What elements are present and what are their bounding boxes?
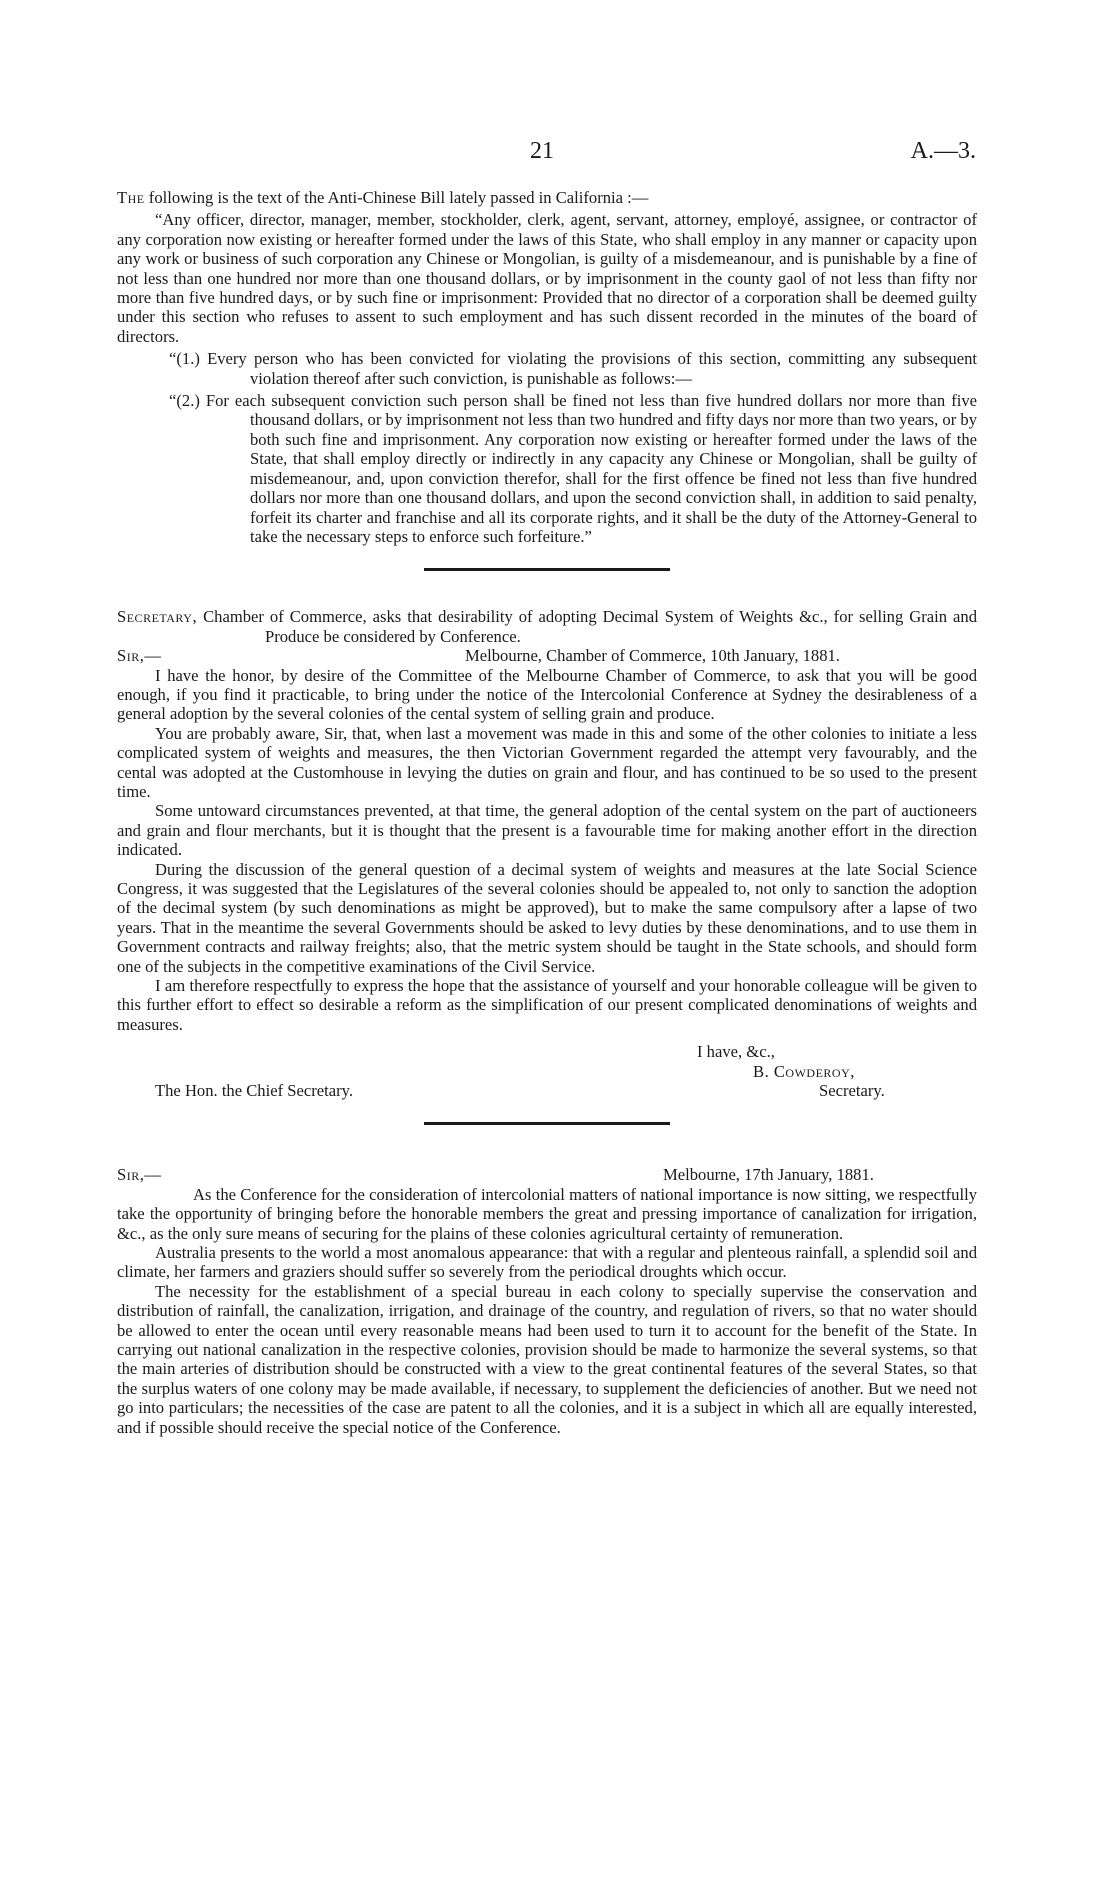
letter1-heading bbox=[117, 607, 977, 646]
letter2-paragraph: The necessity for the establishment of a special bureau in each colony to specially supervise the conservation and distribution of rainfall, the canalization, irrigation, and drainage of the country, and regulation of rivers, so that no water should be allowed to enter the ocean until every reasonable means had been used to turn it to account for the benefit of the State. In carrying out national canalization in the respective colonies, provision should be made to harmonize the several systems, so that the main arteries of distribution should be constructed with a view to the great continental features of the several States, so that the surplus waters of one colony may be made available, if necessary, to supplement the deficiencies of another. But we need not go into particulars; the necessities of the case are patent to all the colonies, and it is a subject in which all are equally interested, and if possible should receive the special notice of the Conference. bbox=[117, 1281, 977, 1437]
letter2-salutation-line bbox=[117, 1165, 977, 1184]
letter1-addressee-line bbox=[117, 1081, 977, 1100]
letter2-dateline: Melbourne, 17th January, 1881. bbox=[663, 1165, 874, 1185]
letter1-signatory-title: Secretary. bbox=[819, 1081, 885, 1101]
letter1-paragraph: I have the honor, by desire of the Committee of the Melbourne Chamber of Commerce, to ask that you will be good enough, if you find it practicable, to bring under the notice of the Intercolonial Conference at Sydney the desirableness of a general adoption by the several colonies of the cental system of selling grain and produce. bbox=[117, 665, 977, 724]
intro-text: following is the text of the Anti-Chinese Bill lately passed in California :— bbox=[144, 188, 649, 207]
letter1-signatory: B. Cowderoy, bbox=[753, 1061, 855, 1081]
bill-quote: “Any officer, director, manager, member, stockholder, clerk, agent, servant, attorney, employé, assignee, or contractor of any corporation now existing or hereafter formed under the laws of this State, who shall employ in any manner or capacity upon any work or business of such corporation any Chinese or Mongolian, is guilty of a misdemeanour, and is punishable by a fine of not less than one hundred nor more than one thousand dollars, or by imprisonment in the county gaol of not less than fifty nor more than five hundred days, or by such fine or imprisonment: Provided that no director of a corporation shall be deemed guilty under this section who refuses to assent to such employment and has such dissent recorded in the minutes of the board of directors. bbox=[117, 210, 977, 346]
section-divider bbox=[424, 568, 670, 571]
page-body bbox=[117, 188, 977, 1437]
letter1-paragraph: I am therefore respectfully to express the hope that the assistance of yourself and your honorable colleague will be given to this further effort to effect so desirable a reform as the simplification of our present complicated denominations of weights and measures. bbox=[117, 976, 977, 1034]
section-divider bbox=[424, 1122, 670, 1125]
letter1-paragraph: You are probably aware, Sir, that, when last a movement was made in this and some of the other colonies to initiate a less complicated system of weights and measures, the then Victorian Government regarded the attempt very favourably, and the cental was adopted at the Customhouse in levying the duties on grain and flour, and has continued to be so used to the present time. bbox=[117, 723, 977, 801]
intro-lead-word: The bbox=[117, 188, 145, 207]
heading-text: Chamber of Commerce, asks that desirability of adopting Decimal System of Weights &c., for selling Grain and Produce be considered by Conference. bbox=[197, 607, 977, 646]
letter1-paragraph: During the discussion of the general question of a decimal system of weights and measures at the late Social Science Congress, it was suggested that the Legislatures of the several colonies should be appealed to, not only to sanction the adoption of the decimal system (by such denominations as might be approved), but to make the same compulsory after a lapse of two years. That in the meantime the several Governments should be asked to levy duties by these denominations, and to use them in Government contracts and railway freights; also, that the metric system should be taught in the State schools, and should form one of the subjects in the competitive examinations of the Civil Service. bbox=[117, 859, 977, 976]
letter1-dateline: Melbourne, Chamber of Commerce, 10th January, 1881. bbox=[465, 646, 840, 666]
letter1-signatory-line bbox=[117, 1062, 977, 1081]
heading-lead-word: Secretary, bbox=[117, 607, 198, 627]
letter1-salutation-line bbox=[117, 646, 977, 665]
letter1-salutation: Sir,— bbox=[117, 646, 162, 666]
page-number: 21 bbox=[530, 138, 554, 164]
letter1-paragraph: Some untoward circumstances prevented, at that time, the general adoption of the cental system on the part of auctioneers and grain and flour merchants, but it is thought that the present is a favourable time for making another effort in the direction indicated. bbox=[117, 801, 977, 860]
bill-intro bbox=[117, 188, 977, 207]
letter1-closing: I have, &c., bbox=[697, 1042, 775, 1062]
bill-item-2: “(2.) For each subsequent conviction such person shall be fined not less than five hundred dollars nor more than five thousand dollars, or by imprisonment not less than two hundred and fifty days nor more than two years, or by both such fine and imprisonment. Any corporation now existing or hereafter formed under the laws of the State, that shall employ directly or indirectly in any capacity any Chinese or Mongolian, shall be guilty of misdemeanour, and, upon conviction therefor, shall for the first offence be fined not less than five hundred dollars nor more than one thousand dollars, and upon the second conviction shall, in addition to said penalty, forfeit its charter and franchise and all its corporate rights, and it shall be the duty of the Attorney-General to take the necessary steps to enforce such forfeiture.” bbox=[169, 391, 977, 546]
letter2-paragraph: Australia presents to the world a most anomalous appearance: that with a regular and plenteous rainfall, a splendid soil and climate, her farmers and graziers should suffer so severely from the periodical droughts which occur. bbox=[117, 1243, 977, 1282]
letter1-addressee: The Hon. the Chief Secretary. bbox=[155, 1081, 353, 1101]
bill-item-1: “(1.) Every person who has been convicted for violating the provisions of this section, committing any subsequent violation thereof after such conviction, is punishable as follows:— bbox=[169, 349, 977, 388]
document-reference: A.—3. bbox=[910, 138, 976, 164]
letter1-closing-line bbox=[117, 1042, 977, 1061]
letter2-paragraph: As the Conference for the consideration of intercolonial matters of national importance is now sitting, we respectfully take the opportunity of bringing before the honorable members the great and pressing importance of canalization for irrigation, &c., as the only sure means of securing for the plains of these colonies agricultural certainty of remuneration. bbox=[117, 1184, 977, 1243]
letter2-salutation: Sir,— bbox=[117, 1165, 162, 1185]
